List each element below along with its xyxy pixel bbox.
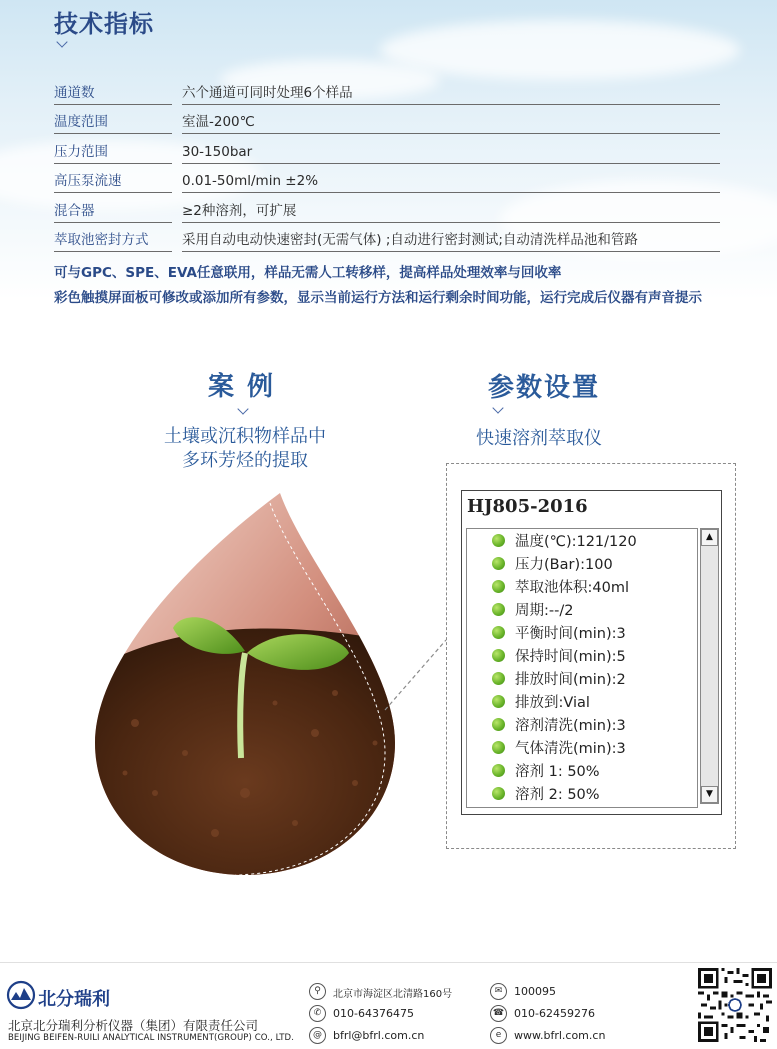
company-logo-icon (6, 980, 36, 1010)
postcode-text: 100095 (514, 985, 556, 998)
status-dot-icon (492, 580, 505, 593)
status-dot-icon (492, 718, 505, 731)
spec-value: 0.01-50ml/min ±2% (182, 173, 720, 193)
list-item: 排放时间(min):2 (515, 672, 626, 688)
spec-row (54, 223, 720, 253)
status-dot-icon (492, 557, 505, 570)
list-item: 压力(Bar):100 (515, 557, 613, 573)
list-item: 溶剂 1: 50% (515, 764, 600, 780)
company-logo-text: 北分瑞利 (38, 989, 110, 1010)
list-item: 平衡时间(min):3 (515, 626, 626, 642)
case-subtitle (140, 425, 350, 473)
panel-title: HJ805-2016 (467, 496, 588, 517)
spec-key: 温度范围 (54, 110, 172, 134)
scroll-up-icon[interactable]: ▲ (701, 529, 718, 546)
spec-key: 高压泵流速 (54, 169, 172, 193)
params-title: 参数设置 (488, 373, 601, 403)
list-item: 排放到:Vial (515, 695, 590, 711)
seedling-image (95, 493, 395, 875)
scroll-down-icon[interactable]: ▼ (701, 786, 718, 803)
list-scrollbar[interactable] (700, 528, 719, 804)
location-icon: ⚲ (309, 983, 326, 1000)
list-item: 溶剂 2: 50% (515, 787, 600, 803)
spec-key: 通道数 (54, 81, 172, 105)
fax-text: 010-62459276 (514, 1007, 595, 1020)
case-line: 多环芳烃的提取 (182, 450, 308, 471)
feature-line: 彩色触摸屏面板可修改或添加所有参数，显示当前运行方法和运行剩余时间功能，运行完成后仪器有声音提示 (54, 290, 702, 306)
website-text[interactable]: www.bfrl.com.cn (514, 1029, 606, 1042)
spec-key: 混合器 (54, 199, 172, 223)
spec-row (54, 193, 720, 223)
connector-line (380, 620, 450, 720)
list-item: 气体清洗(min):3 (515, 741, 626, 757)
params-subtitle: 快速溶剂萃取仪 (476, 428, 602, 449)
list-item: 溶剂清洗(min):3 (515, 718, 626, 734)
list-item: 保持时间(min):5 (515, 649, 626, 665)
spec-value: 六个通道可同时处理6个样品 (182, 81, 720, 105)
chevron-down-icon (237, 403, 248, 414)
status-dot-icon (492, 626, 505, 639)
spec-value: 采用自动电动快速密封(无需气体) ;自动进行密封测试;自动清洗样品池和管路 (182, 228, 720, 252)
mail-icon: ✉ (490, 983, 507, 1000)
case-title: 案 例 (208, 372, 276, 402)
status-dot-icon (492, 787, 505, 800)
phone-text: 010-64376475 (333, 1007, 414, 1020)
spec-value: 30-150bar (182, 144, 720, 164)
spec-row (54, 134, 720, 164)
status-dot-icon (492, 764, 505, 777)
company-name-cn: 北京北分瑞利分析仪器（集团）有限责任公司 (8, 1018, 259, 1033)
email-text[interactable]: bfrl@bfrl.com.cn (333, 1029, 425, 1042)
fax-icon: ☎ (490, 1005, 507, 1022)
spec-row (54, 164, 720, 194)
status-dot-icon (492, 672, 505, 685)
chevron-down-icon (492, 402, 503, 413)
spec-row (54, 105, 720, 135)
spec-key: 萃取池密封方式 (54, 228, 172, 252)
params-list[interactable] (466, 528, 698, 808)
qr-code-icon (698, 968, 772, 1042)
spec-value: ≥2种溶剂，可扩展 (182, 199, 720, 223)
spec-row (54, 75, 720, 105)
status-dot-icon (492, 695, 505, 708)
case-line: 土壤或沉积物样品中 (164, 426, 326, 447)
email-icon: @ (309, 1027, 326, 1044)
status-dot-icon (492, 649, 505, 662)
footer-divider (0, 962, 777, 963)
company-name-en: BEIJING BEIFEN-RUILI ANALYTICAL INSTRUMENT(GROUP) CO., LTD. (8, 1033, 295, 1043)
status-dot-icon (492, 741, 505, 754)
status-dot-icon (492, 534, 505, 547)
spec-value: 室温-200℃ (182, 110, 720, 134)
list-item: 周期:--/2 (515, 603, 574, 619)
list-item: 温度(℃):121/120 (515, 534, 637, 550)
spec-key: 压力范围 (54, 140, 172, 164)
status-dot-icon (492, 603, 505, 616)
feature-line: 可与GPC、SPE、EVA任意联用，样品无需人工转移样，提高样品处理效率与回收率 (54, 265, 562, 281)
section-title: 技术指标 (54, 10, 154, 38)
web-icon: e (490, 1027, 507, 1044)
spec-table (54, 75, 720, 252)
address-text: 北京市海淀区北清路160号 (333, 989, 453, 1000)
phone-icon: ✆ (309, 1005, 326, 1022)
list-item: 萃取池体积:40ml (515, 580, 629, 596)
